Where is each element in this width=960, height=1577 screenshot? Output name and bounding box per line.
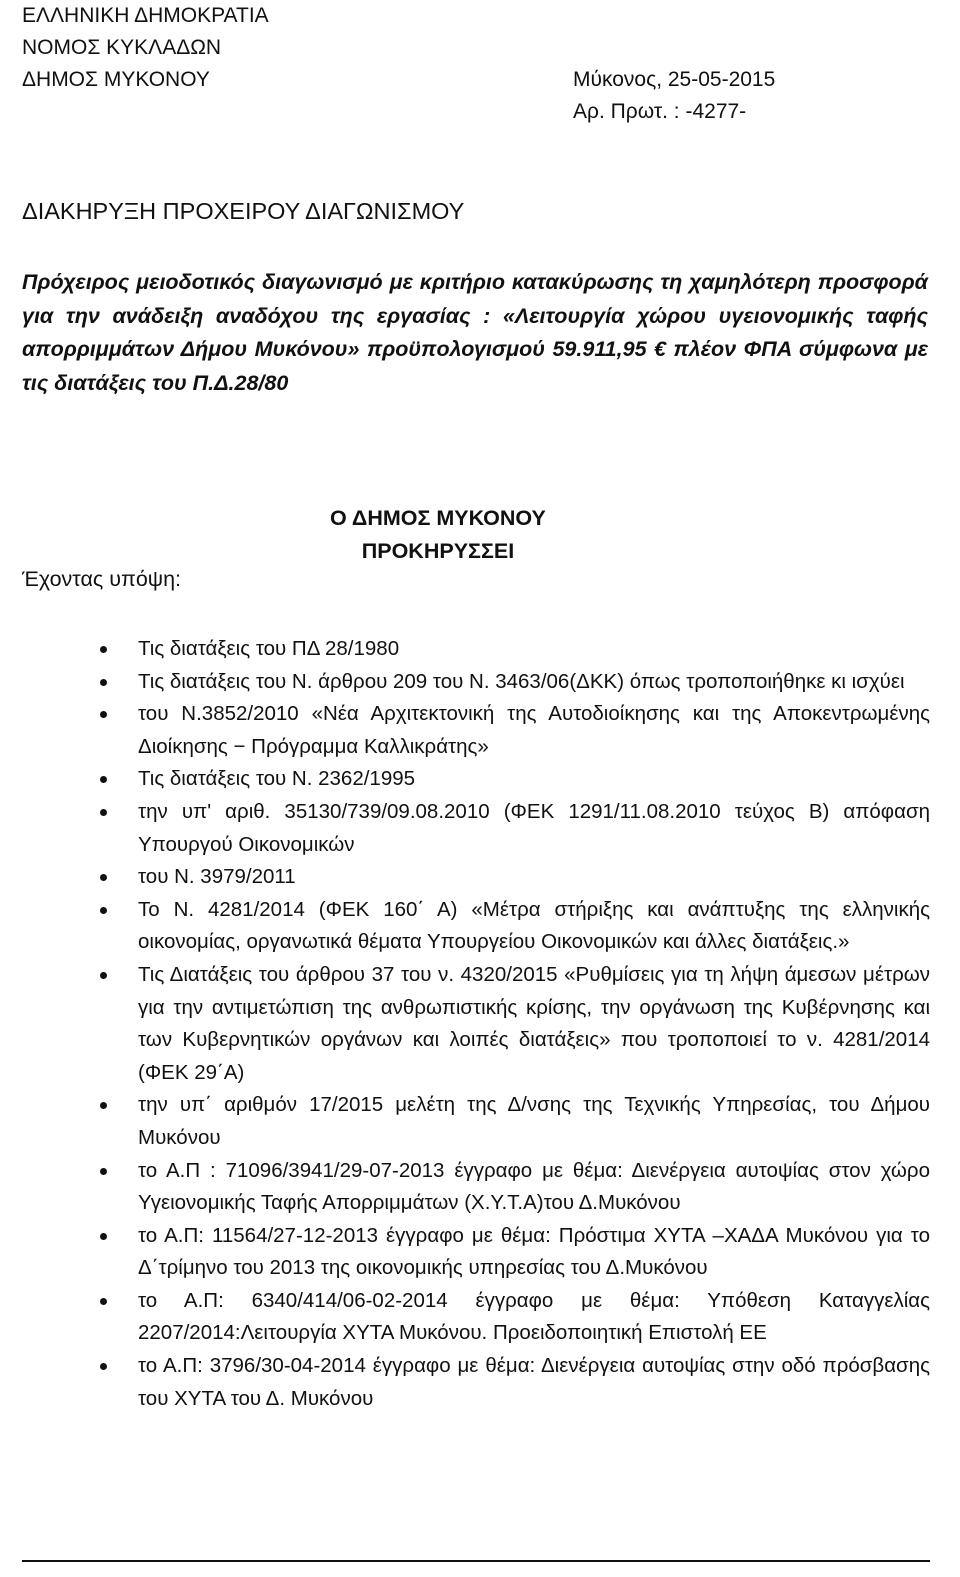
- subject-paragraph: Πρόχειρος μειοδοτικός διαγωνισμό με κριτήριο κατακύρωσης τη χαμηλότερη προσφορά για την ανάδειξη αναδόχου της εργασίας : «Λειτουργία χώρου υγειονομικής ταφής απορριμμάτων Δήμου Μυκόνου» προϋπολογισμού 59.911,95 € πλέον ΦΠΑ σύμφωνα με τις διατάξεις του Π.Δ.28/80: [22, 270, 928, 395]
- bottom-divider: [22, 1560, 930, 1562]
- list-item: Τις διατάξεις του Ν. άρθρου 209 του Ν. 3463/06(ΔΚΚ) όπως τροποποιήθηκε κι ισχύει: [100, 666, 930, 699]
- list-item: το Α.Π: 11564/27-12-2013 έγγραφο με θέμα: Πρόστιμα ΧΥΤΑ –ΧΑΔΑ Μυκόνου για το Δ΄τρίμηνο του 2013 της οικονομικής υπηρεσίας του Δ.Μυκόνου: [100, 1220, 930, 1285]
- list-item: την υπ' αριθ. 35130/739/09.08.2010 (ΦΕΚ 1291/11.08.2010 τεύχος Β) απόφαση Υπουργού Οικονομικών: [100, 796, 930, 861]
- list-item: Τις Διατάξεις του άρθρου 37 του ν. 4320/2015 «Ρυθμίσεις για τη λήψη άμεσων μέτρων για την αντιμετώπιση της ανθρωπιστικής κρίσης, την οργάνωση της Κυβέρνησης και των Κυβερνητικών οργάνων και λοιπές διατάξεις» που τροποποιεί το ν. 4281/2014 (ΦΕΚ 29΄Α): [100, 959, 930, 1089]
- letterhead-municipality: ΔΗΜΟΣ ΜΥΚΟΝΟΥ: [22, 68, 210, 91]
- place-date: Μύκονος, 25-05-2015: [573, 68, 776, 91]
- letterhead: [22, 0, 942, 128]
- considerations-list: [100, 633, 930, 1415]
- list-item: Το Ν. 4281/2014 (ΦΕΚ 160΄ Α) «Μέτρα στήριξης και ανάπτυξης της ελληνικής οικονομίας, οργανωτικά θέματα Υπουργείου Οικονομικών και άλλες διατάξεις.»: [100, 894, 930, 959]
- list-item: το Α.Π: 6340/414/06-02-2014 έγγραφο με θέμα: Υπόθεση Καταγγελίας 2207/2014:Λειτουργία ΧΥΤΑ Μυκόνου. Προειδοποιητική Επιστολή ΕΕ: [100, 1285, 930, 1350]
- list-item: Τις διατάξεις του ΠΔ 28/1980: [100, 633, 930, 666]
- proclamation: [330, 502, 546, 568]
- proclamation-line-2: ΠΡΟΚΗΡΥΣΣΕΙ: [361, 539, 515, 563]
- list-item: το Α.Π: 3796/30-04-2014 έγγραφο με θέμα: Διενέργεια αυτοψίας στην οδό πρόσβασης του ΧΥΤΑ του Δ. Μυκόνου: [100, 1350, 930, 1415]
- letterhead-prefecture: ΝΟΜΟΣ ΚΥΚΛΑΔΩΝ: [22, 36, 222, 59]
- letterhead-republic: ΕΛΛΗΝΙΚΗ ΔΗΜΟΚΡΑΤΙΑ: [22, 4, 269, 27]
- document-title: ΔΙΑΚΗΡΥΞΗ ΠΡΟΧΕΙΡΟΥ ΔΙΑΓΩΝΙΣΜΟΥ: [22, 198, 465, 224]
- protocol-number: Αρ. Πρωτ. : -4277-: [573, 100, 747, 123]
- list-item: την υπ΄ αριθμόν 17/2015 μελέτη της Δ/νσης της Τεχνικής Υπηρεσίας, του Δήμου Μυκόνου: [100, 1089, 930, 1154]
- protocol-row: [22, 96, 942, 128]
- list-item: Τις διατάξεις του Ν. 2362/1995: [100, 763, 930, 796]
- list-item: του Ν.3852/2010 «Νέα Αρχιτεκτονική της Αυτοδιοίκησης και της Αποκεντρωμένης Διοίκησης − Πρόγραμμα Καλλικράτης»: [100, 698, 930, 763]
- letterhead-municipality-row: [22, 64, 942, 96]
- list-item: του Ν. 3979/2011: [100, 861, 930, 894]
- proclamation-line-1: Ο ΔΗΜΟΣ ΜΥΚΟΝΟΥ: [330, 506, 546, 530]
- having-considered-label: Έχοντας υπόψη:: [22, 567, 182, 591]
- list-item: το Α.Π : 71096/3941/29-07-2013 έγγραφο με θέμα: Διενέργεια αυτοψίας στον χώρο Υγειονομικής Ταφής Απορριμμάτων (Χ.Υ.Τ.Α)του Δ.Μυκόνου: [100, 1155, 930, 1220]
